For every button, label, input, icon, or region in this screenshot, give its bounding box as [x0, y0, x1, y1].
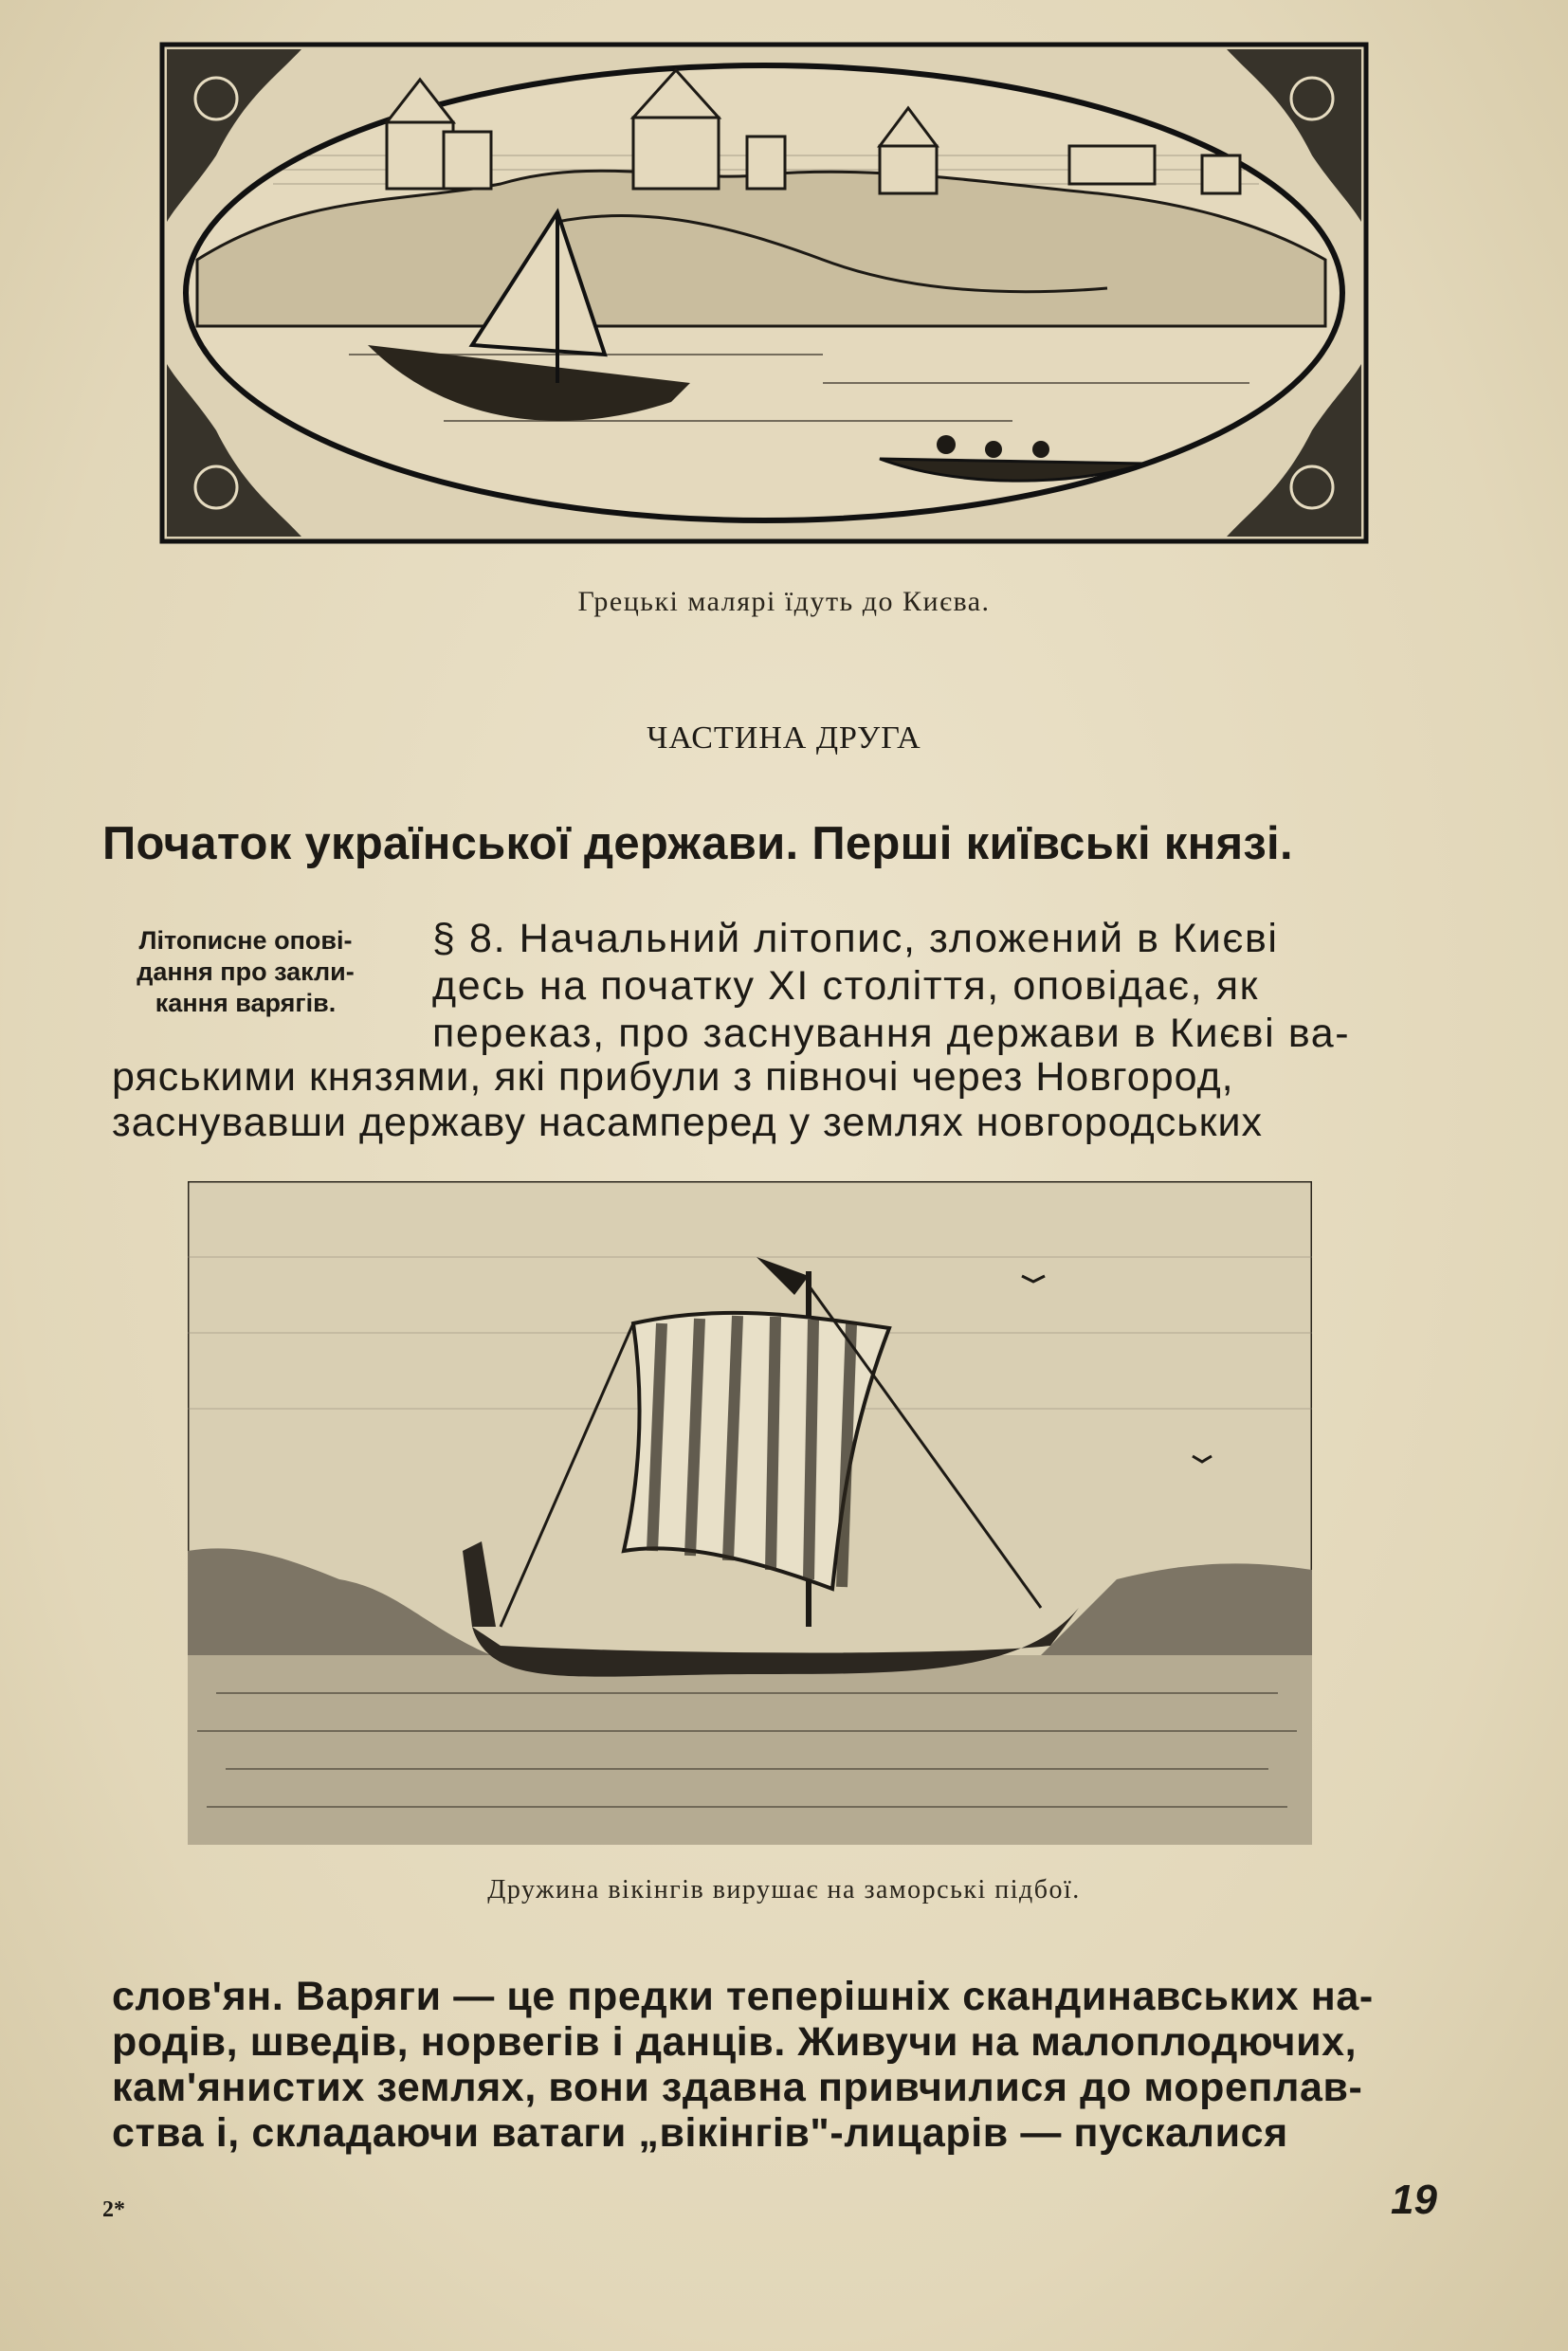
body-line: ряськими князями, які прибули з півночі через Новгород, — [112, 1054, 1234, 1100]
top-figure-caption: Грецькі малярі їдуть до Києва. — [577, 586, 991, 617]
margin-note — [99, 925, 392, 1019]
page-number: 19 — [1391, 2177, 1437, 2223]
margin-note-line: дання про закли- — [137, 957, 355, 986]
kyiv-engraving-illustration — [159, 42, 1369, 544]
margin-note-line: кання варягів. — [155, 989, 337, 1017]
viking-ship-illustration — [188, 1181, 1312, 1845]
body-line: родів, шведів, норвегів і данців. Живучи на малоплодючих, — [112, 2019, 1358, 2065]
body-line: заснувавши державу насамперед у землях новгородських — [112, 1100, 1264, 1145]
body-line: ства і, складаючи ватаги „вікінгів"-лицарів — пускалися — [112, 2110, 1288, 2156]
body-line: § 8. Начальний літопис, зложений в Києві — [432, 916, 1279, 961]
margin-note-line: Літописне опові- — [138, 926, 353, 955]
chapter-title: Початок української держави. Перші київські князі. — [102, 818, 1293, 869]
ship-figure-caption: Дружина вікінгів вирушає на заморські підбої. — [487, 1875, 1081, 1904]
body-line: кам'янистих землях, вони здавна привчилися до мореплав- — [112, 2065, 1363, 2110]
part-label: ЧАСТИНА ДРУГА — [647, 720, 921, 756]
body-line: десь на початку XI століття, оповідає, як — [432, 963, 1260, 1009]
body-line: переказ, про заснування держави в Києві ва- — [432, 1011, 1351, 1056]
signature-mark: 2* — [102, 2197, 125, 2222]
body-line: слов'ян. Варяги — це предки теперішніх скандинавських на- — [112, 1974, 1374, 2019]
